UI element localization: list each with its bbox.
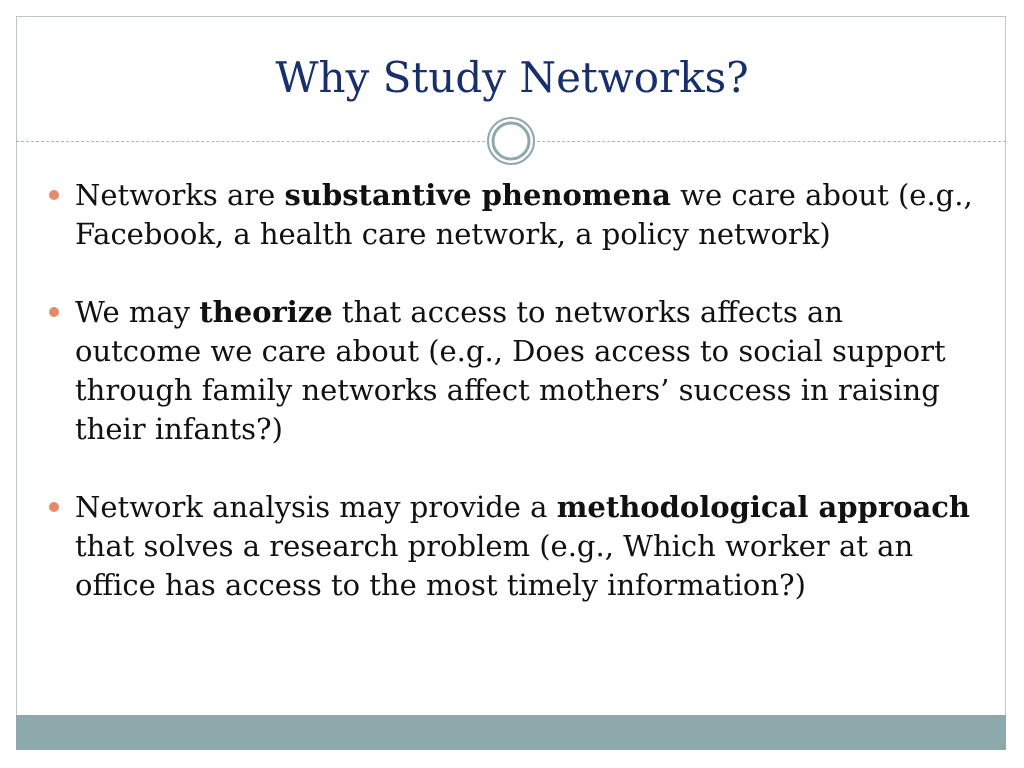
filled-circle-bullet-icon <box>48 189 60 201</box>
double-circle-icon <box>486 116 536 166</box>
bullet-text <box>75 295 946 446</box>
bullet-emphasis: theorize <box>199 295 333 329</box>
slide-title: Why Study Networks? <box>275 53 749 102</box>
bullet-list <box>48 176 978 605</box>
bullet-text-segment: we care about (e.g., Facebook, a health care network, a policy network) <box>75 178 973 251</box>
bullet-emphasis: substantive phenomena <box>284 178 671 212</box>
bottom-accent-bar <box>16 715 1006 750</box>
bullet-text <box>75 490 970 602</box>
bullet-emphasis: methodological approach <box>556 490 970 524</box>
bullet-text-segment: that solves a research problem (e.g., Which worker at an office has access to the most timely information?) <box>75 529 914 602</box>
bullet-text-segment: Networks are <box>75 178 285 212</box>
bullet-item <box>48 293 978 449</box>
bullet-text-segment: Network analysis may provide a <box>75 490 557 524</box>
bullet-text <box>75 178 973 251</box>
bullet-item <box>48 176 978 254</box>
bullet-text-segment: that access to networks affects an outcome we care about (e.g., Does access to social support through family networks affect mothers’ success in raising their infants?) <box>75 295 946 446</box>
bullet-item <box>48 488 978 605</box>
filled-circle-bullet-icon <box>48 306 60 318</box>
filled-circle-bullet-icon <box>48 501 60 513</box>
bullet-text-segment: We may <box>75 295 200 329</box>
